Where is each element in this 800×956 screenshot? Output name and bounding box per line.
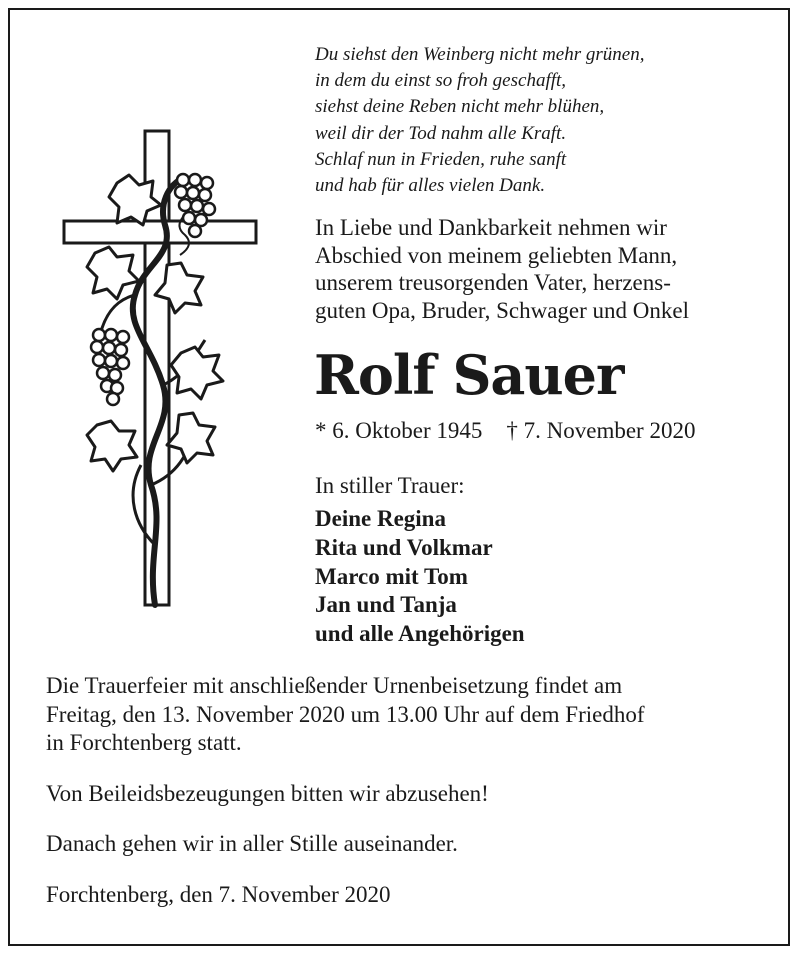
mourner-name: Rita und Volkmar [315,534,493,560]
mourner-name: Marco mit Tom [315,563,468,589]
funeral-line: Die Trauerfeier mit anschließender Urnenbeisetzung findet am [46,673,623,698]
poem [315,42,785,199]
poem-line: weil dir der Tod nahm alle Kraft. [315,122,567,144]
life-dates [315,416,785,446]
closing-note: Danach gehen wir in aller Stille auseinander. [46,831,458,857]
deceased-name: Rolf Sauer [314,343,624,407]
place-date: Forchtenberg, den 7. November 2020 [46,881,391,907]
cross-with-grapevine-icon [55,125,270,615]
intro-line: Abschied von meinem geliebten Mann, [315,242,678,268]
mourners-list [315,505,525,649]
funeral-line: in Forchtenberg statt. [46,730,242,756]
intro-line: unserem treusorgenden Vater, herzens- [315,270,671,295]
birth-date: * 6. Oktober 1945 [315,418,483,443]
mourner-name: und alle Angehörigen [315,621,525,647]
poem-line: in dem du einst so froh geschafft, [315,70,567,92]
poem-line: Schlaf nun in Frieden, ruhe sanft [315,148,567,170]
poem-line: Du siehst den Weinberg nicht mehr grünen, [315,44,645,65]
funeral-line: Freitag, den 13. November 2020 um 13.00 Uhr auf dem Friedhof [46,701,645,727]
poem-line: und hab für alles vielen Dank. [315,175,546,197]
mourning-label: In stiller Trauer: [315,473,465,498]
death-date: † 7. November 2020 [506,418,696,443]
intro-text [315,214,785,324]
mourner-name: Jan und Tanja [315,592,457,618]
poem-line: siehst deine Reben nicht mehr blühen, [315,96,605,118]
condolence-note: Von Beileidsbezeugungen bitten wir abzusehen! [46,780,489,806]
intro-line: guten Opa, Bruder, Schwager und Onkel [315,297,690,323]
funeral-info [46,672,786,910]
mourner-name: Deine Regina [315,506,446,531]
intro-line: In Liebe und Dankbarkeit nehmen wir [315,215,667,240]
